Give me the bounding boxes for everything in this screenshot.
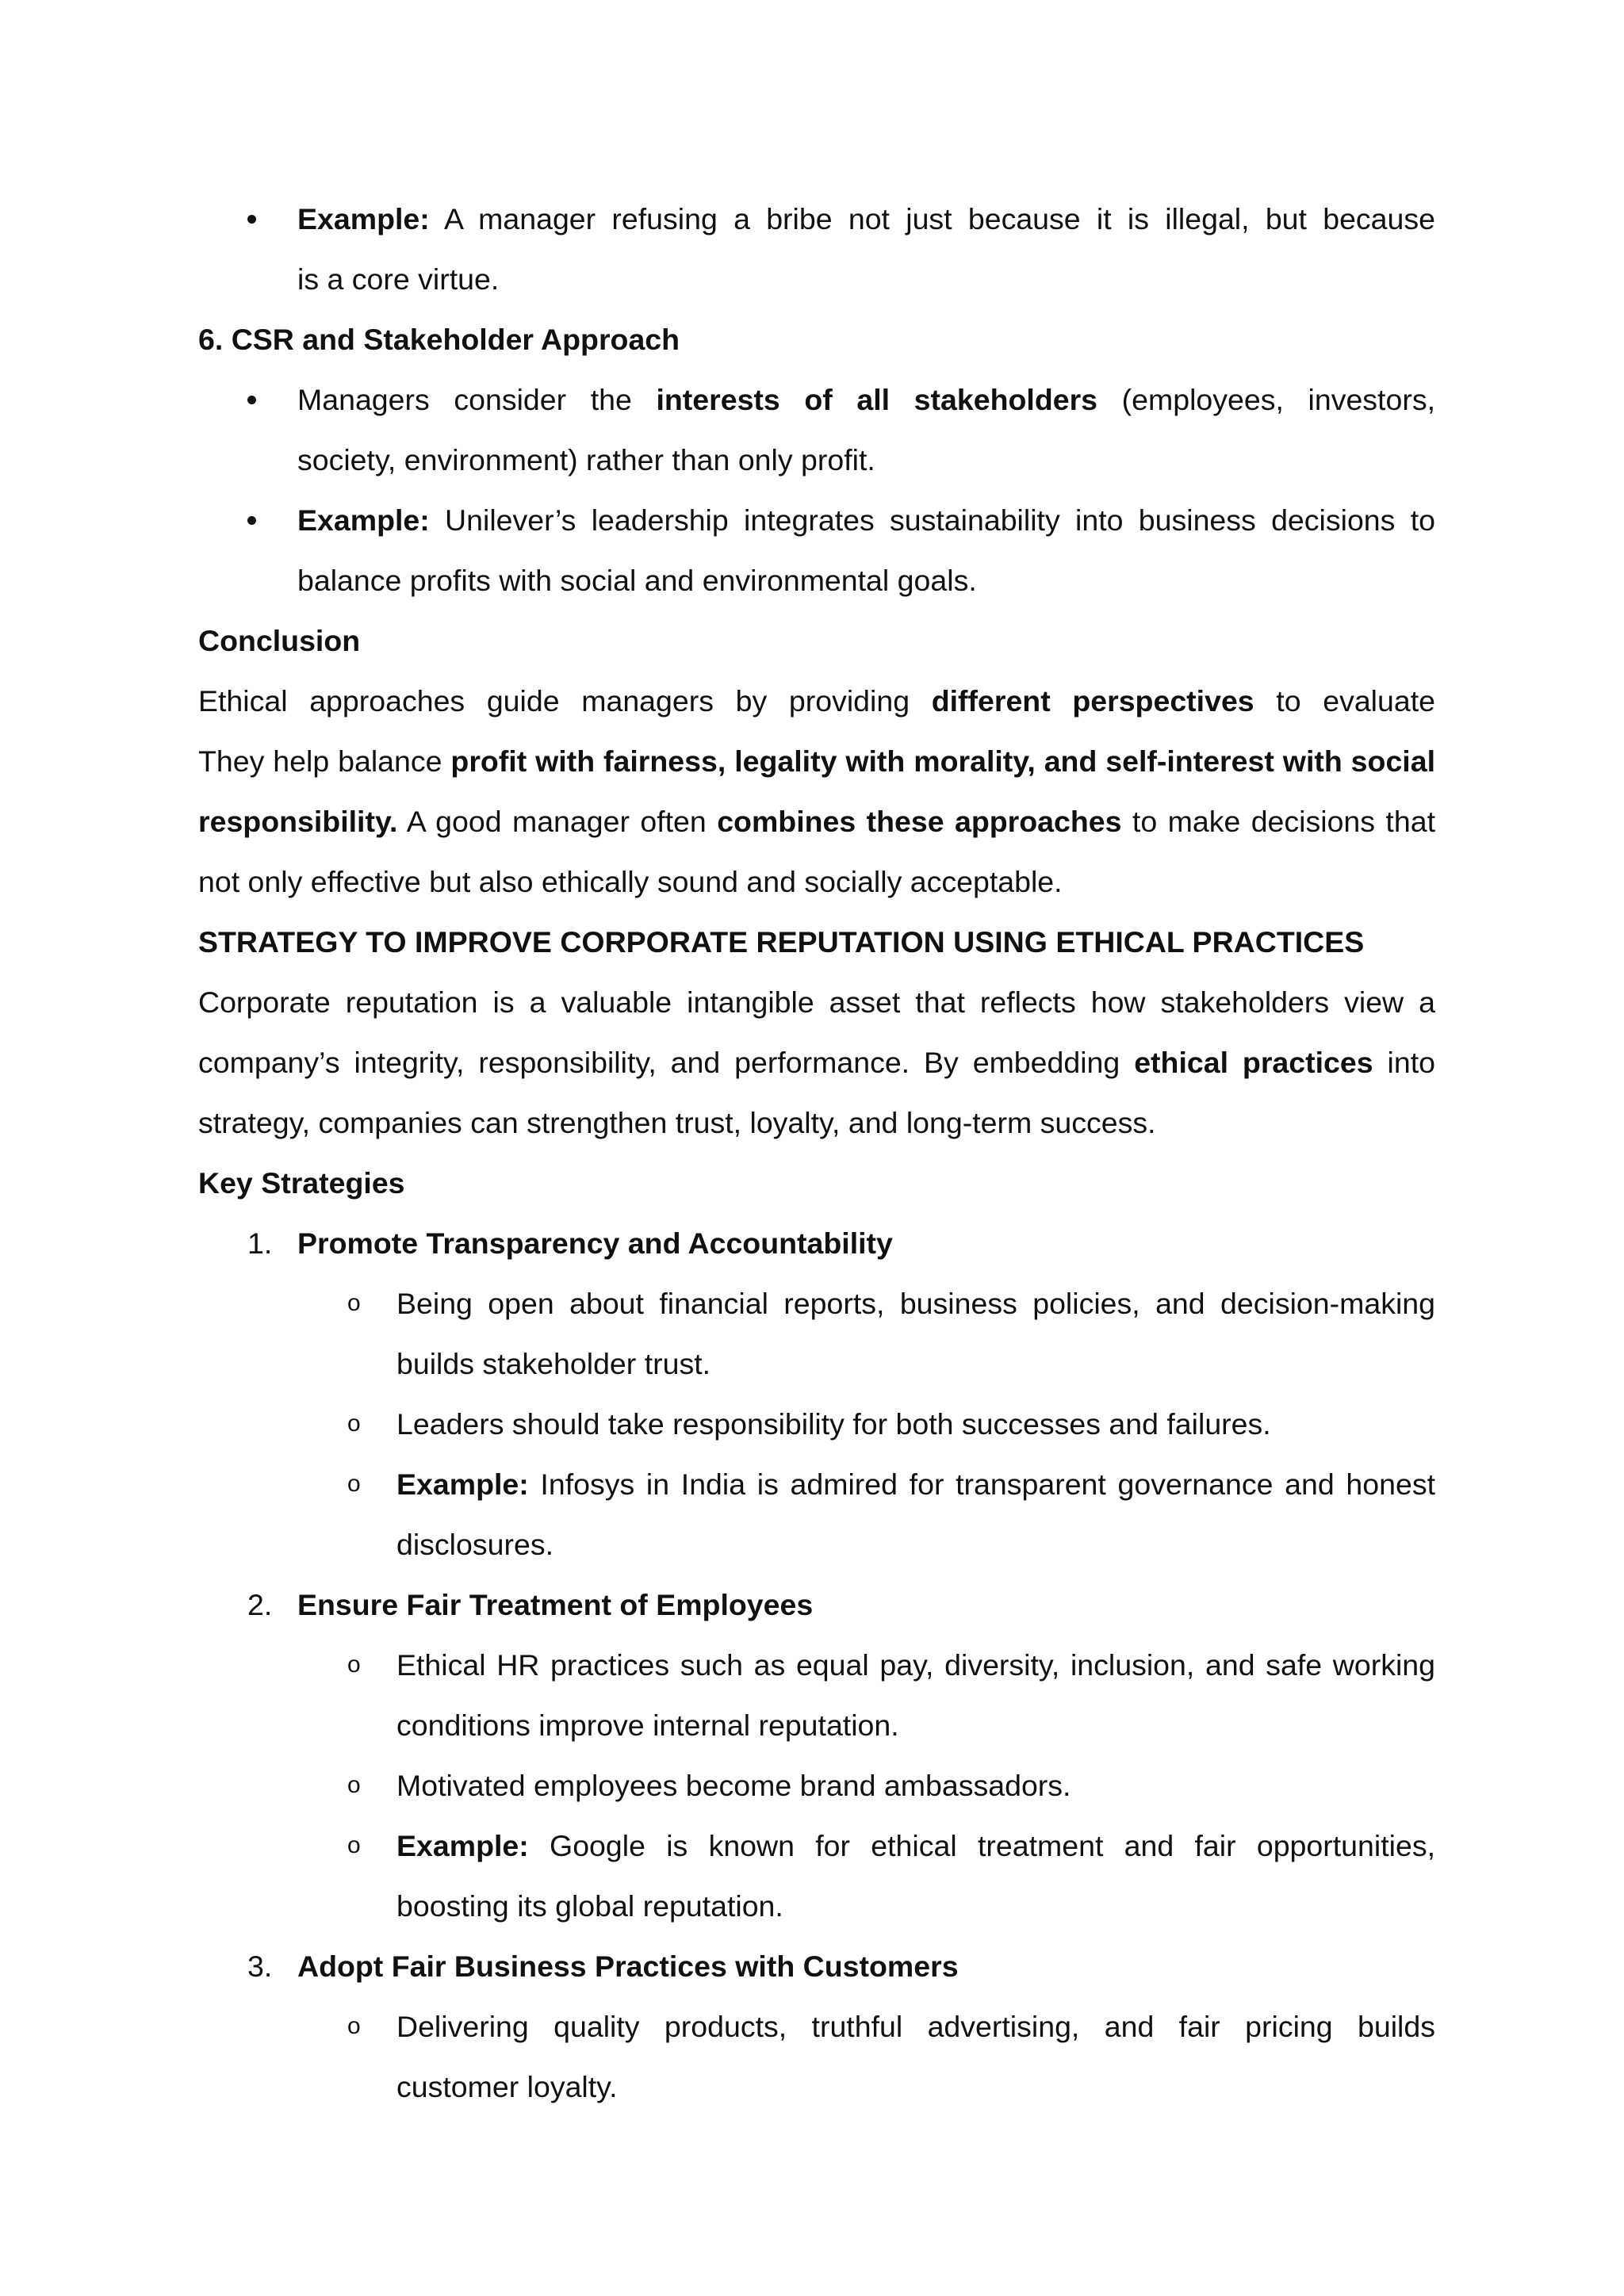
- circle-bullet-icon: o: [347, 1290, 361, 1316]
- sub-bullet-continuation: disclosures.: [396, 1528, 553, 1561]
- circle-bullet-icon: o: [347, 1471, 361, 1497]
- conclusion-line: [198, 791, 1435, 851]
- strategy-item-1: [198, 1213, 1435, 1273]
- sub-bullet-text: Delivering quality products, truthful advertising, and fair pricing builds: [396, 2010, 1435, 2043]
- circle-bullet-icon: o: [347, 1410, 361, 1437]
- strategy-paragraph-line: [198, 1032, 1435, 1093]
- text: into: [1373, 1046, 1435, 1079]
- sub-bullet-text: Motivated employees become brand ambassadors.: [396, 1769, 1071, 1802]
- strategy-item-2: [198, 1575, 1435, 1635]
- conclusion-line: not only effective but also ethically sound and socially acceptable.: [198, 865, 1063, 898]
- bullet-marker: [247, 369, 295, 430]
- strategy-paragraph-line: Corporate reputation is a valuable intangible asset that reflects how stakeholders view a: [198, 985, 1435, 1019]
- bullet-text-cont: society, environment) rather than only profit.: [297, 443, 875, 476]
- sub-bullet-text: Leaders should take responsibility for both successes and failures.: [396, 1407, 1271, 1441]
- strategy-item-3: [198, 1936, 1435, 1996]
- strategy-paragraph-line: strategy, companies can strengthen trust, loyalty, and long-term success.: [198, 1106, 1156, 1139]
- key-strategies-heading: Key Strategies: [198, 1166, 405, 1200]
- sub-bullet-text: Ethical HR practices such as equal pay, diversity, inclusion, and safe working: [396, 1648, 1435, 1682]
- example-label: Example:: [396, 1468, 529, 1501]
- csr-bullet-example: [198, 490, 1435, 550]
- bullet-continuation: [198, 249, 1435, 309]
- document-page: [198, 189, 1435, 2117]
- sub-bullet-continuation: customer loyalty.: [396, 2070, 618, 2103]
- sub-bullet: [198, 1394, 1435, 1454]
- conclusion-heading: Conclusion: [198, 624, 361, 657]
- sub-bullet: [198, 1635, 1435, 1695]
- list-number: 2.: [247, 1588, 273, 1621]
- sub-bullet-continuation: conditions improve internal reputation.: [396, 1709, 899, 1742]
- text: A good manager often: [397, 805, 718, 838]
- sub-bullet: [198, 1454, 1435, 1514]
- csr-bullet-stakeholders: [198, 369, 1435, 430]
- example-label: Example:: [297, 503, 430, 537]
- bold-text: responsibility.: [198, 805, 398, 838]
- text: to evaluate: [1276, 684, 1435, 718]
- text: to make decisions that: [1132, 805, 1435, 838]
- bullet-text: (employees, investors,: [1121, 383, 1435, 416]
- sub-bullet: [198, 1996, 1435, 2057]
- bold-text: ethical practices: [1134, 1046, 1373, 1079]
- bullet-continuation: [198, 550, 1435, 610]
- text: company’s integrity, responsibility, and performance. By embedding: [198, 1046, 1135, 1079]
- bullet-text: Unilever’s leadership integrates sustainability into business decisions to: [429, 503, 1435, 537]
- strategy-item-title: Adopt Fair Business Practices with Customers: [297, 1950, 959, 1983]
- text: Ethical approaches guide managers by providing: [198, 684, 932, 718]
- strategy-item-title: Promote Transparency and Accountability: [297, 1226, 893, 1260]
- bold-text: different perspectives: [931, 684, 1254, 718]
- sub-bullet: [198, 1755, 1435, 1816]
- list-number: 3.: [247, 1950, 273, 1983]
- bullet-bold: interests of all stakeholders: [656, 383, 1098, 416]
- example-label: Example:: [297, 202, 430, 235]
- bullet-text-cont: balance profits with social and environmental goals.: [297, 564, 977, 597]
- bullet-text: A manager refusing a bribe not just because it is illegal, but because: [443, 202, 1435, 235]
- list-number: 1.: [247, 1226, 273, 1260]
- text: They help balance: [198, 744, 451, 778]
- bullet-text: Managers consider the: [297, 383, 657, 416]
- sub-bullet-text: Google is known for ethical treatment and fair opportunities,: [528, 1829, 1435, 1862]
- circle-bullet-icon: o: [347, 1772, 361, 1798]
- strategy-item-title: Ensure Fair Treatment of Employees: [297, 1588, 814, 1621]
- bullet-continuation: [198, 430, 1435, 490]
- example-label: Example:: [396, 1829, 529, 1862]
- bullet-marker: [247, 189, 295, 249]
- sub-bullet-text: Being open about financial reports, business policies, and decision-making: [396, 1287, 1435, 1320]
- sub-bullet: [198, 1273, 1435, 1334]
- sub-bullet-continuation: builds stakeholder trust.: [396, 1347, 711, 1380]
- bullet-example-bribe: [198, 189, 1435, 249]
- bullet-text-cont: is a core virtue.: [297, 262, 500, 296]
- bold-text: profit with fairness, legality with morality, and self-interest with social: [450, 744, 1435, 778]
- bullet-marker: [247, 490, 295, 550]
- circle-bullet-icon: o: [347, 2013, 361, 2039]
- sub-bullet-continuation: boosting its global reputation.: [396, 1889, 783, 1923]
- conclusion-line: [198, 671, 1435, 731]
- conclusion-line: [198, 731, 1435, 791]
- bold-text: combines these approaches: [717, 805, 1122, 838]
- strategy-heading: STRATEGY TO IMPROVE CORPORATE REPUTATION USING ETHICAL PRACTICES: [198, 925, 1365, 959]
- csr-heading: 6. CSR and Stakeholder Approach: [198, 323, 680, 356]
- circle-bullet-icon: o: [347, 1651, 361, 1678]
- sub-bullet-text: Infosys in India is admired for transparent governance and honest: [528, 1468, 1435, 1501]
- sub-bullet: [198, 1816, 1435, 1876]
- circle-bullet-icon: o: [347, 1832, 361, 1858]
